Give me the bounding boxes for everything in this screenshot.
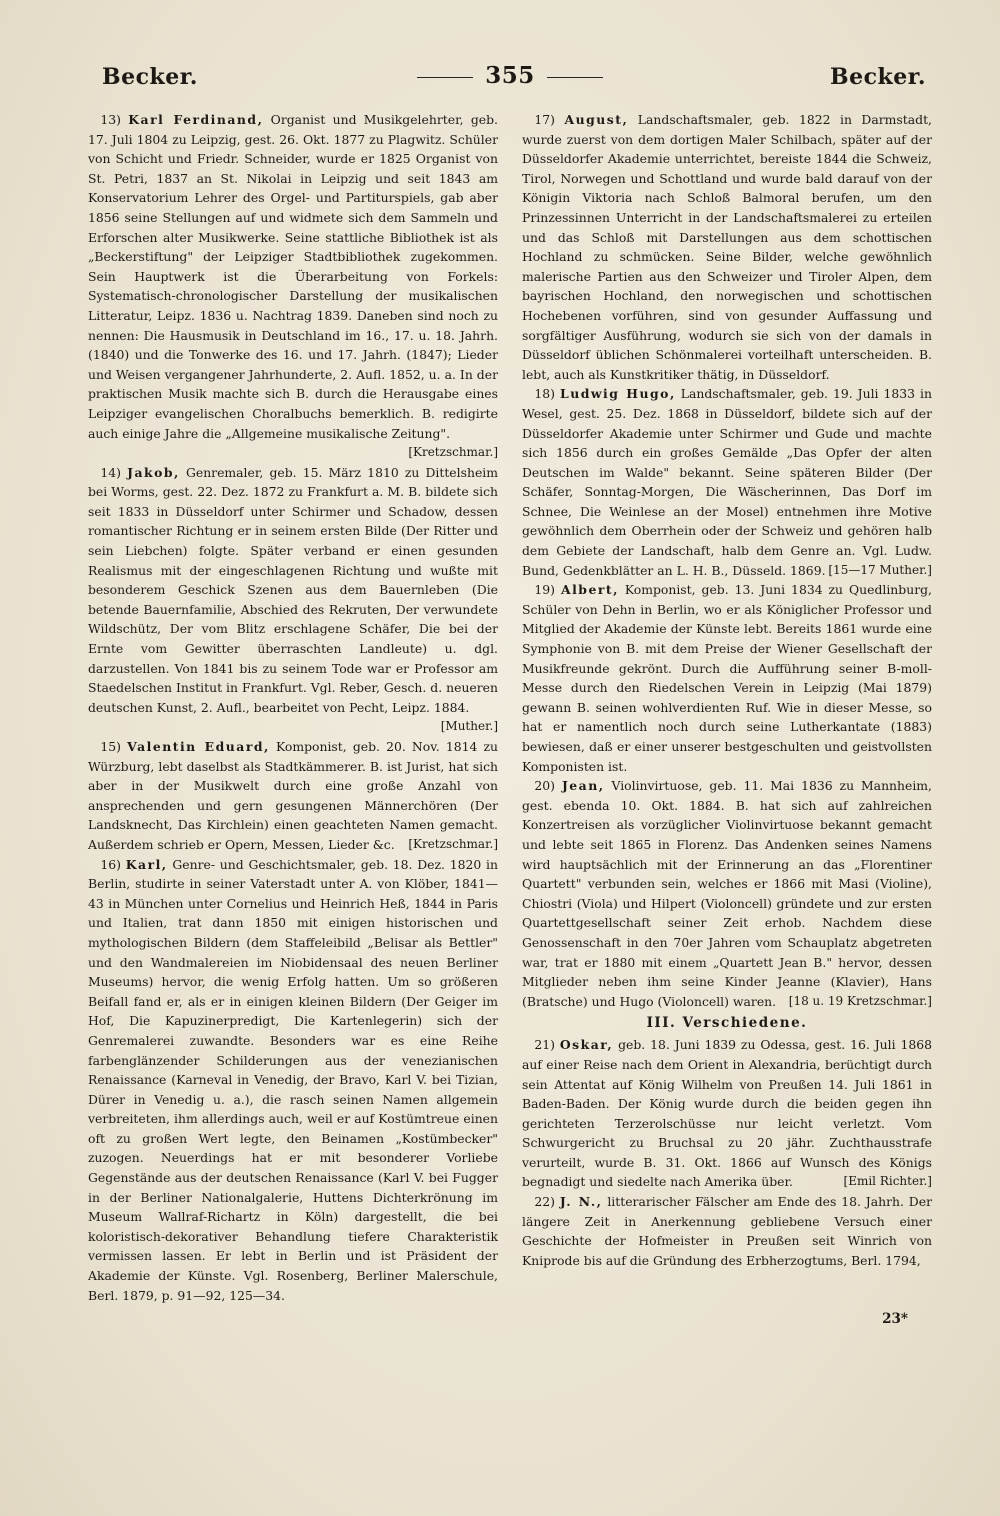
entry-text: Komponist, geb. 13. Juni 1834 zu Quedlinburg, Schüler von Dehn in Berlin, wo er als Königlicher Professor und Mitglied der Akademie der Künste lebt. Bereits 1861 wurde eine Symphonie von B. mit dem Preise der Wiener Gesellschaft der Musikfreunde gekrönt. Durch die Aufführung seiner B-moll-Messe durch den Riedelschen Verein in Leipzig (Mai 1879) gewann B. seinen wohlverdienten Ruf. Wie in dieser Messe, so hat er namentlich noch durch seine Lutherkantate (1883) bewiesen, daß er einer unserer bestgeschulten und geistvollsten Komponisten ist. — [522, 582, 932, 774]
entry-author: [Kretzschmar.] — [408, 836, 498, 851]
entry-name: Jakob, — [127, 464, 180, 480]
entry-text: Genre- und Geschichtsmaler, geb. 18. Dez. 1820 in Berlin, studirte in seiner Vaterstadt unter A. von Klöber, 1841—43 in München unter Cornelius und Heinrich Heß, 1844 in Paris und Italien, trat dann 1850 mit einigen historischen und mythologischen Bildern (dem Staffeleibild „Belisar als Bettler" und den Wandmalereien im Niobidensaal des neuen Berliner Museums) hervor, die wenig Erfolg hatten. Um so größeren Beifall fand er, als er in einigen kleinen Bildern (Der Geiger im Hof, Die Kapuzinerpredigt, Die Kartenlegerin) sich der Genremalerei zuwandte. Besonders war es eine Reihe farbenglänzender Schilderungen aus der venezianischen Renaissance (Karneval in Venedig, der Bravo, Karl V. bei Tizian, Dürer in Venedig u. a.), die rasch seinen Namen allgemein verbreiteten, ihm allerdings auch, weil er auf Kostümtreue einen oft zu großen Wert legte, den Beinamen „Kostümbecker" zuzogen. Neuerdings hat er mit besonderer Vorliebe Gegenstände aus der deutschen Renaissance (Karl V. bei Fugger in der Berliner Nationalgalerie, Huttens Dichterkrönung im Museum Wallraf-Richartz in Köln) dargestellt, die bei koloristisch-dekorativer Behandlung tiefere Charakteristik vermissen lassen. Er lebt in Berlin und ist Präsident der Akademie der Künste. Vgl. Rosenberg, Berliner Malerschule, Berl. 1879, p. 91—92, 125—34. — [88, 856, 498, 1303]
entry-text: Komponist, geb. 20. Nov. 1814 zu Würzburg, lebt daselbst als Stadtkämmerer. B. ist Jurist, hat sich aber in der Musikwelt durch eine große Anzahl von ansprechenden und gern gesungenen Männerchören (Der Landsknecht, Das Kirchlein) einen geachteten Namen gemacht. Außerdem schrieb er Opern, Messen, Lieder &c. — [88, 739, 498, 852]
entry-author: [18 u. 19 Kretzschmar.] — [788, 993, 932, 1008]
entry-name: Karl Ferdinand, — [128, 112, 264, 127]
section-heading: III. Verschiedene. — [646, 1015, 808, 1032]
entry-author: [Emil Richter.] — [843, 1174, 932, 1189]
entry-text: litterarischer Fälscher am Ende des 18. Jahrh. Der längere Zeit in Anerkennung gebliebene Versuch einer Geschichte der Hofmeister in Preußen seit Winrich von Kniprode bis auf die Gründung des Erbherzogtums, Berl. 1794, — [522, 1194, 932, 1268]
page-number-group — [88, 62, 932, 89]
entry-name: Valentin Eduard, — [127, 739, 270, 754]
entry-name: J. N., — [559, 1194, 603, 1210]
entry-text: Landschaftsmaler, geb. 1822 in Darmstadt, wurde zuerst von dem dortigen Maler Schilbach, später auf der Düsseldorfer Akademie unterrichtet, bereiste 1844 die Schweiz, Tirol, Norwegen und Schottland und wurde bald darauf von der Königin Viktoria nach Schloß Balmoral berufen, um den Prinzessinnen Unterricht in der Landschaftsmalerei zu erteilen und das Schloß mit Darstellungen aus dem schottischen Hochland zu schmücken. Seine Bilder, welche gewöhnlich malerische Partien aus den Schweizer und Tiroler Alpen, dem bayrischen Hochland, den norwegischen und schottischen Hochebenen vorführen, sind von gesunder Auffassung und sorgfältiger Ausführung, wodurch sie sich von der damals in Düsseldorf üblichen Schönmalerei vorteilhaft unterscheiden. B. lebt, auch als Kunstkritiker thätig, in Düsseldorf. — [522, 112, 932, 382]
entry-text: Organist und Musikgelehrter, geb. 17. Juli 1804 zu Leipzig, gest. 26. Okt. 1877 zu Plagwitz. Schüler von Schicht und Friedr. Schneider, wurde er 1825 Organist von St. Petri, 1837 an St. Nikolai in Leipzig und seit 1843 am Konservatorium Lehrer des Orgel- und Partiturspiels, gab aber 1856 seine Stellungen auf und widmete sich dem Sammeln und Erforschen alter Musikwerke. Seine stattliche Bibliothek ist als „Beckerstiftung" der Leipziger Stadtbibliothek zugekommen. Sein Hauptwerk ist die Überarbeitung von Forkels: Systematisch-chronologischer Darstellung der musikalischen Litteratur, Leipz. 1836 u. Nachtrag 1839. Daneben sind noch zu nennen: Die Hausmusik in Deutschland im 16., 17. u. 18. Jahrh. (1840) und die Tonwerke des 16. und 17. Jahrh. (1847); Lieder und Weisen vergangener Jahrhunderte, 2. Aufl. 1852, u. a. In der praktischen Musik machte sich B. durch die Herausgabe eines Leipziger evangelischen Choralbuchs bemerklich. B. redigirte auch einige Jahre die „Allgemeine musikalische Zeitung". — [88, 112, 498, 441]
entry-number: 13) — [100, 112, 121, 127]
entry-name: Albert, — [560, 582, 619, 598]
biography-entry — [522, 1035, 932, 1192]
right-column — [522, 110, 932, 1305]
left-column — [88, 110, 498, 1305]
entry-name: Oskar, — [559, 1037, 614, 1053]
entry-number: 20) — [534, 778, 555, 794]
text-columns — [88, 110, 932, 1305]
entry-author: [Muther.] — [440, 719, 498, 734]
entry-number: 17) — [534, 112, 555, 127]
entry-number: 16) — [100, 856, 121, 872]
entry-number: 22) — [534, 1194, 555, 1210]
biography-entry — [88, 463, 498, 737]
entry-author: [15—17 Muther.] — [828, 562, 932, 577]
biography-entry — [522, 110, 932, 384]
entry-number: 21) — [534, 1037, 555, 1053]
biography-entry — [522, 1192, 932, 1270]
biography-entry — [88, 110, 498, 463]
entry-number: 14) — [100, 464, 121, 480]
header-rule-right — [547, 77, 603, 78]
entry-name: August, — [564, 112, 629, 127]
entry-number: 15) — [100, 739, 121, 754]
biography-entry — [522, 580, 932, 776]
entry-text: geb. 18. Juni 1839 zu Odessa, gest. 16. Juli 1868 auf einer Reise nach dem Orient in Alexandria, berüchtigt durch sein Attentat auf König Wilhelm von Preußen 14. Juli 1861 in Baden-Baden. Der König wurde durch die beiden gegen ihn gerichteten Terzerolschüsse nur leicht verletzt. Vom Schwurgericht zu Bruchsal zu 20 jähr. Zuchthausstrafe verurteilt, wurde B. 31. Okt. 1866 auf Wunsch des Königs begnadigt und siedelte nach Amerika über. — [522, 1037, 932, 1190]
entry-number: 18) — [534, 386, 555, 402]
entry-text: Violinvirtuose, geb. 11. Mai 1836 zu Mannheim, gest. ebenda 10. Okt. 1884. B. hat sich auf zahlreichen Konzertreisen als vorzüglicher Violinvirtuose bekannt gemacht und lebte seit 1865 in Florenz. Das Andenken seines Namens wird hauptsächlich mit der Erinnerung an das „Florentiner Quartett" verbunden sein, welches er 1866 mit Masi (Violine), Chiostri (Viola) und Hilpert (Violoncell) gründete und zur ersten Quartettgesellschaft seiner Zeit erhob. Nachdem diese Genossenschaft in den 70er Jahren vom Schauplatz abgetreten war, trat er 1880 mit einem „Quartett Jean B." hervor, dessen Mitglieder neben ihm seine Kinder Jeanne (Klavier), Hans (Bratsche) und Hugo (Violoncell) waren. — [522, 778, 932, 1009]
entry-text: Genremaler, geb. 15. März 1810 zu Dittelsheim bei Worms, gest. 22. Dez. 1872 zu Frankfurt a. M. B. bildete sich seit 1833 in Düsseldorf unter Schirmer und Schadow, dessen romantischer Richtung er in seinem ersten Bilde (Der Ritter und sein Liebchen) folgte. Später verband er einen gesunden Realismus mit der eingeschlagenen Richtung und wußte mit besonderem Geschick Szenen aus dem Bauernleben (Die betende Bauernfamilie, Abschied des Rekruten, Der verwundete Wildschütz, Der vom Blitz erschlagene Schäfer, Die bei der Ernte vom Gewitter überraschten Landleute) u. dgl. darzustellen. Von 1841 bis zu seinem Tode war er Professor am Staedelschen Institut in Frankfurt. Vgl. Reber, Gesch. d. neueren deutschen Kunst, 2. Aufl., bearbeitet von Pecht, Leipz. 1884. — [88, 464, 498, 715]
sheet-signature: 23* — [882, 1311, 908, 1328]
entry-name: Karl, — [125, 856, 168, 872]
entry-author: [Kretzschmar.] — [408, 445, 498, 460]
entry-number: 19) — [534, 582, 555, 598]
header-rule-left — [417, 77, 473, 78]
biography-entry — [88, 855, 498, 1306]
biography-entry — [522, 384, 932, 580]
entry-name: Ludwig Hugo, — [560, 386, 676, 402]
entry-text: Landschaftsmaler, geb. 19. Juli 1833 in Wesel, gest. 25. Dez. 1868 in Düsseldorf, bildete sich auf der Düsseldorfer Akademie unter Schirmer und Gude und machte sich 1856 durch ein großes Gemälde „Das Opfer der alten Deutschen im Walde" bekannt. Seine späteren Bilder (Der Schäfer, Sonntag-Morgen, Die Wäscherinnen, Das Dorf im Schnee, Die Weinlese an der Mosel) entnehmen ihre Motive gewöhnlich dem Oberrhein oder der Schweiz und gehören halb dem Gebiete der Landschaft, halb dem Genre an. Vgl. Ludw. Bund, Gedenkblätter an L. H. B., Düsseld. 1869. — [522, 386, 932, 578]
header-left-title: Becker. — [102, 64, 198, 90]
biography-entry — [88, 737, 498, 855]
entry-name: Jean, — [561, 778, 605, 794]
running-header — [88, 60, 932, 104]
header-right-title: Becker. — [830, 64, 926, 90]
page-number: 355 — [485, 62, 535, 89]
biography-entry — [522, 776, 932, 1011]
